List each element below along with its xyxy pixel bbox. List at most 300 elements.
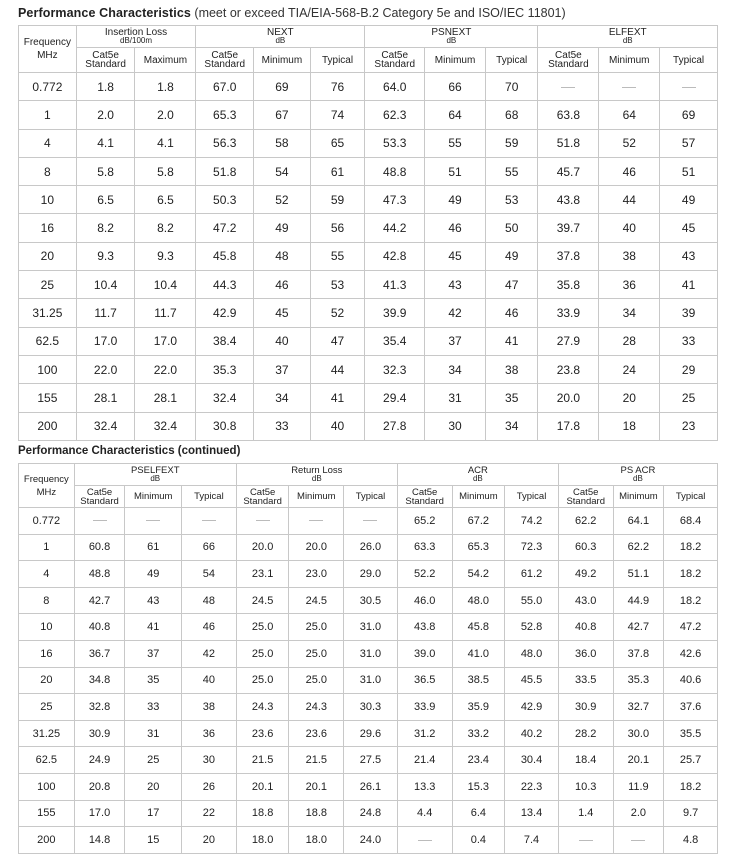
value-cell: 22.0 xyxy=(76,355,135,383)
value-cell: 33.2 xyxy=(452,720,505,747)
column-header: Minimum xyxy=(125,486,182,508)
column-header: Typical xyxy=(664,486,718,508)
group-header xyxy=(538,26,718,48)
value-cell: 35.9 xyxy=(452,694,505,721)
value-cell: 4.8 xyxy=(664,827,718,854)
value-cell: 2.0 xyxy=(135,101,196,129)
value-cell: 72.3 xyxy=(505,534,559,561)
value-cell: 40.2 xyxy=(505,720,559,747)
empty-dash xyxy=(363,520,377,521)
value-cell: 53 xyxy=(485,186,537,214)
value-cell: 28 xyxy=(599,327,660,355)
value-cell: 40 xyxy=(310,412,365,440)
group-header xyxy=(558,464,717,486)
table-row xyxy=(19,773,718,800)
value-cell: 27.9 xyxy=(538,327,599,355)
table-row xyxy=(19,800,718,827)
value-cell: 17.8 xyxy=(538,412,599,440)
frequency-header-line: Frequency xyxy=(23,473,69,485)
value-cell: 44 xyxy=(310,355,365,383)
group-header-unit: dB xyxy=(622,36,633,45)
value-cell: 35.3 xyxy=(196,355,254,383)
value-cell: 52 xyxy=(310,299,365,327)
table-row xyxy=(19,412,718,440)
column-header: Typical xyxy=(310,48,365,73)
empty-dash xyxy=(146,520,160,521)
column-header: Minimum xyxy=(425,48,486,73)
value-cell: 25.0 xyxy=(236,614,289,641)
value-cell: 43 xyxy=(125,587,182,614)
table-row xyxy=(19,214,718,242)
value-cell: 23.8 xyxy=(538,355,599,383)
value-cell: 18.8 xyxy=(236,800,289,827)
column-header-line: Cat5e xyxy=(381,50,409,61)
value-cell: 56.3 xyxy=(196,129,254,157)
value-cell: 25.0 xyxy=(236,640,289,667)
column-header-line: Cat5e xyxy=(249,486,276,498)
value-cell: 74.2 xyxy=(505,508,559,535)
value-cell: 65.3 xyxy=(196,101,254,129)
value-cell: 26.1 xyxy=(344,773,398,800)
column-header xyxy=(365,48,425,73)
value-cell: 45 xyxy=(425,242,486,270)
value-cell: 41 xyxy=(125,614,182,641)
group-header-unit: dB xyxy=(150,474,161,483)
value-cell: 25.0 xyxy=(289,667,344,694)
value-cell: 59 xyxy=(485,129,537,157)
frequency-cell: 0.772 xyxy=(19,508,75,535)
value-cell: 38 xyxy=(485,355,537,383)
value-cell: 31 xyxy=(125,720,182,747)
value-cell: 31.0 xyxy=(344,667,398,694)
value-cell: 23 xyxy=(660,412,718,440)
value-cell xyxy=(613,827,664,854)
frequency-cell: 100 xyxy=(19,773,75,800)
empty-dash xyxy=(93,520,107,521)
empty-dash xyxy=(682,87,696,88)
value-cell: 15 xyxy=(125,827,182,854)
value-cell: 48.0 xyxy=(505,640,559,667)
column-header-line: Standard xyxy=(85,59,126,70)
value-cell: 49.2 xyxy=(558,561,613,588)
table-row xyxy=(19,327,718,355)
value-cell: 54 xyxy=(254,157,311,185)
value-cell: 45.8 xyxy=(452,614,505,641)
value-cell: 28.1 xyxy=(76,384,135,412)
value-cell xyxy=(397,827,452,854)
group-header-name: Insertion Loss xyxy=(104,27,168,38)
value-cell: 54 xyxy=(182,561,237,588)
value-cell: 24.3 xyxy=(289,694,344,721)
value-cell: 33 xyxy=(660,327,718,355)
value-cell: 62.2 xyxy=(613,534,664,561)
frequency-cell: 155 xyxy=(19,800,75,827)
group-header-unit: dB xyxy=(446,36,457,45)
frequency-cell: 62.5 xyxy=(19,747,75,774)
frequency-cell: 16 xyxy=(19,640,75,667)
value-cell: 25 xyxy=(125,747,182,774)
value-cell: 64.1 xyxy=(613,508,664,535)
value-cell: 55 xyxy=(485,157,537,185)
value-cell: 45.8 xyxy=(196,242,254,270)
group-header-name: NEXT xyxy=(267,27,294,38)
value-cell: 61 xyxy=(310,157,365,185)
value-cell: 37.6 xyxy=(664,694,718,721)
value-cell: 33.9 xyxy=(397,694,452,721)
value-cell: 11.9 xyxy=(613,773,664,800)
column-header-line: Cat5e xyxy=(211,50,239,61)
value-cell: 41.3 xyxy=(365,271,425,299)
frequency-cell: 31.25 xyxy=(19,720,75,747)
value-cell: 49 xyxy=(254,214,311,242)
value-cell: 23.1 xyxy=(236,561,289,588)
value-cell: 53 xyxy=(310,271,365,299)
value-cell: 48 xyxy=(182,587,237,614)
column-header-line: Cat5e xyxy=(86,486,113,498)
value-cell: 67 xyxy=(254,101,311,129)
frequency-cell: 200 xyxy=(19,827,75,854)
value-cell: 5.8 xyxy=(135,157,196,185)
value-cell: 37 xyxy=(425,327,486,355)
group-header-name: ACR xyxy=(467,465,488,476)
value-cell: 34.8 xyxy=(74,667,125,694)
value-cell: 43 xyxy=(425,271,486,299)
column-header xyxy=(76,48,135,73)
value-cell: 20.0 xyxy=(538,384,599,412)
value-cell: 54.2 xyxy=(452,561,505,588)
value-cell: 25.7 xyxy=(664,747,718,774)
value-cell: 64 xyxy=(599,101,660,129)
value-cell: 34 xyxy=(254,384,311,412)
value-cell: 22.0 xyxy=(135,355,196,383)
value-cell: 34 xyxy=(425,355,486,383)
value-cell xyxy=(344,508,398,535)
value-cell: 38.5 xyxy=(452,667,505,694)
value-cell: 50 xyxy=(485,214,537,242)
value-cell: 51.8 xyxy=(196,157,254,185)
value-cell: 20.0 xyxy=(236,534,289,561)
value-cell: 7.4 xyxy=(505,827,559,854)
value-cell: 17.0 xyxy=(74,800,125,827)
frequency-header-line: MHz xyxy=(36,486,57,498)
value-cell: 42.7 xyxy=(74,587,125,614)
frequency-cell: 1 xyxy=(19,101,77,129)
value-cell: 62.3 xyxy=(365,101,425,129)
value-cell: 30.0 xyxy=(613,720,664,747)
value-cell: 26 xyxy=(182,773,237,800)
value-cell: 46 xyxy=(425,214,486,242)
table-row xyxy=(19,720,718,747)
value-cell: 9.3 xyxy=(135,242,196,270)
value-cell: 49 xyxy=(485,242,537,270)
table-row xyxy=(19,587,718,614)
frequency-cell: 25 xyxy=(19,694,75,721)
value-cell: 46 xyxy=(254,271,311,299)
value-cell: 18.8 xyxy=(289,800,344,827)
value-cell: 21.5 xyxy=(236,747,289,774)
value-cell: 36.5 xyxy=(397,667,452,694)
column-header: Minimum xyxy=(452,486,505,508)
value-cell: 23.4 xyxy=(452,747,505,774)
value-cell: 17.0 xyxy=(76,327,135,355)
value-cell: 55 xyxy=(425,129,486,157)
value-cell: 20.1 xyxy=(236,773,289,800)
value-cell: 63.8 xyxy=(538,101,599,129)
header-row-columns xyxy=(19,486,718,508)
value-cell: 41 xyxy=(310,384,365,412)
frequency-cell: 62.5 xyxy=(19,327,77,355)
table-row xyxy=(19,614,718,641)
value-cell: 20.8 xyxy=(74,773,125,800)
value-cell: 24.0 xyxy=(344,827,398,854)
value-cell: 1.8 xyxy=(76,73,135,101)
group-header-unit: dB xyxy=(472,474,483,483)
value-cell: 32.4 xyxy=(76,412,135,440)
value-cell: 30 xyxy=(182,747,237,774)
value-cell: 18.4 xyxy=(558,747,613,774)
value-cell: 66 xyxy=(182,534,237,561)
value-cell: 27.5 xyxy=(344,747,398,774)
column-header xyxy=(74,486,125,508)
frequency-header xyxy=(19,26,77,73)
value-cell: 56 xyxy=(310,214,365,242)
value-cell: 49 xyxy=(125,561,182,588)
value-cell: 60.8 xyxy=(74,534,125,561)
table-row xyxy=(19,157,718,185)
value-cell: 40.6 xyxy=(664,667,718,694)
value-cell: 31.2 xyxy=(397,720,452,747)
empty-dash xyxy=(579,840,593,841)
value-cell: 18.2 xyxy=(664,561,718,588)
value-cell: 35 xyxy=(485,384,537,412)
value-cell: 23.0 xyxy=(289,561,344,588)
value-cell: 39.0 xyxy=(397,640,452,667)
header-row-groups xyxy=(19,464,718,486)
value-cell: 29.0 xyxy=(344,561,398,588)
value-cell: 30.9 xyxy=(74,720,125,747)
table-row xyxy=(19,271,718,299)
value-cell: 32.7 xyxy=(613,694,664,721)
frequency-cell: 4 xyxy=(19,561,75,588)
value-cell: 65.2 xyxy=(397,508,452,535)
value-cell: 45.5 xyxy=(505,667,559,694)
value-cell: 38 xyxy=(182,694,237,721)
value-cell: 62.2 xyxy=(558,508,613,535)
value-cell: 33 xyxy=(254,412,311,440)
column-header: Minimum xyxy=(613,486,664,508)
value-cell: 10.4 xyxy=(135,271,196,299)
value-cell: 4.1 xyxy=(135,129,196,157)
column-header-line: Standard xyxy=(405,495,444,507)
value-cell: 43.8 xyxy=(397,614,452,641)
value-cell: 55 xyxy=(310,242,365,270)
column-header-line: Standard xyxy=(204,59,246,70)
value-cell: 30.8 xyxy=(196,412,254,440)
value-cell: 40 xyxy=(182,667,237,694)
value-cell: 24.8 xyxy=(344,800,398,827)
value-cell: 25 xyxy=(660,384,718,412)
value-cell: 20 xyxy=(599,384,660,412)
value-cell: 43.8 xyxy=(538,186,599,214)
value-cell: 55.0 xyxy=(505,587,559,614)
column-header-line: Standard xyxy=(243,495,282,507)
value-cell: 45.7 xyxy=(538,157,599,185)
value-cell: 34 xyxy=(485,412,537,440)
empty-dash xyxy=(202,520,216,521)
value-cell: 44.3 xyxy=(196,271,254,299)
value-cell: 70 xyxy=(485,73,537,101)
value-cell: 13.4 xyxy=(505,800,559,827)
column-header xyxy=(196,48,254,73)
value-cell xyxy=(599,73,660,101)
frequency-cell: 20 xyxy=(19,242,77,270)
value-cell: 6.5 xyxy=(135,186,196,214)
value-cell: 20.1 xyxy=(613,747,664,774)
value-cell: 20 xyxy=(125,773,182,800)
value-cell: 40 xyxy=(254,327,311,355)
value-cell: 50.3 xyxy=(196,186,254,214)
value-cell: 25.0 xyxy=(289,640,344,667)
value-cell: 40.8 xyxy=(74,614,125,641)
performance-table-continued xyxy=(18,463,718,854)
value-cell: 52.8 xyxy=(505,614,559,641)
value-cell: 74 xyxy=(310,101,365,129)
value-cell: 69 xyxy=(660,101,718,129)
value-cell: 30.9 xyxy=(558,694,613,721)
value-cell: 53.3 xyxy=(365,129,425,157)
value-cell: 32.8 xyxy=(74,694,125,721)
performance-table xyxy=(18,25,718,441)
value-cell: 30.5 xyxy=(344,587,398,614)
value-cell: 29 xyxy=(660,355,718,383)
table-row xyxy=(19,534,718,561)
value-cell: 25.0 xyxy=(289,614,344,641)
column-header: Typical xyxy=(485,48,537,73)
value-cell: 64 xyxy=(425,101,486,129)
value-cell: 37 xyxy=(254,355,311,383)
table-title xyxy=(18,6,566,20)
value-cell: 44 xyxy=(599,186,660,214)
column-header-line: Cat5e xyxy=(411,486,438,498)
value-cell: 68 xyxy=(485,101,537,129)
group-header-unit: dB/100m xyxy=(120,36,153,45)
header-row-groups xyxy=(19,26,718,48)
column-header-line: Standard xyxy=(548,59,589,70)
value-cell: 1.8 xyxy=(135,73,196,101)
value-cell: 36.0 xyxy=(558,640,613,667)
value-cell: 10.3 xyxy=(558,773,613,800)
value-cell: 60.3 xyxy=(558,534,613,561)
value-cell: 41 xyxy=(485,327,537,355)
table-row xyxy=(19,508,718,535)
value-cell: 32.3 xyxy=(365,355,425,383)
value-cell: 76 xyxy=(310,73,365,101)
value-cell: 35.5 xyxy=(664,720,718,747)
empty-dash xyxy=(256,520,270,521)
empty-dash xyxy=(309,520,323,521)
value-cell: 18.0 xyxy=(236,827,289,854)
value-cell: 43 xyxy=(660,242,718,270)
group-header-name: ELFEXT xyxy=(608,27,647,38)
value-cell: 24.3 xyxy=(236,694,289,721)
value-cell xyxy=(182,508,237,535)
value-cell: 38.4 xyxy=(196,327,254,355)
value-cell: 63.3 xyxy=(397,534,452,561)
table-row xyxy=(19,640,718,667)
value-cell: 48.8 xyxy=(365,157,425,185)
column-header xyxy=(236,486,289,508)
value-cell: 23.6 xyxy=(236,720,289,747)
table-title-main: Performance Characteristics xyxy=(18,6,191,20)
value-cell: 47.2 xyxy=(664,614,718,641)
value-cell: 20.0 xyxy=(289,534,344,561)
value-cell: 33.5 xyxy=(558,667,613,694)
table-row xyxy=(19,384,718,412)
value-cell: 29.4 xyxy=(365,384,425,412)
group-header xyxy=(397,464,558,486)
value-cell: 39 xyxy=(660,299,718,327)
group-header-name: PSNEXT xyxy=(431,27,472,38)
value-cell: 40.8 xyxy=(558,614,613,641)
value-cell: 6.4 xyxy=(452,800,505,827)
empty-dash xyxy=(418,840,432,841)
frequency-cell: 8 xyxy=(19,157,77,185)
frequency-cell: 20 xyxy=(19,667,75,694)
value-cell: 0.4 xyxy=(452,827,505,854)
group-header xyxy=(74,464,236,486)
value-cell: 64.0 xyxy=(365,73,425,101)
group-header-name: PSELFEXT xyxy=(130,465,180,476)
value-cell: 31.0 xyxy=(344,640,398,667)
value-cell: 42.9 xyxy=(196,299,254,327)
column-header: Minimum xyxy=(254,48,311,73)
value-cell: 48 xyxy=(254,242,311,270)
value-cell: 33.9 xyxy=(538,299,599,327)
frequency-cell: 155 xyxy=(19,384,77,412)
value-cell: 30.4 xyxy=(505,747,559,774)
value-cell: 4.1 xyxy=(76,129,135,157)
value-cell: 18.2 xyxy=(664,534,718,561)
value-cell: 8.2 xyxy=(76,214,135,242)
frequency-cell: 16 xyxy=(19,214,77,242)
group-header xyxy=(76,26,196,48)
value-cell xyxy=(236,508,289,535)
value-cell: 46 xyxy=(599,157,660,185)
value-cell: 18.2 xyxy=(664,587,718,614)
value-cell: 1.4 xyxy=(558,800,613,827)
value-cell: 38 xyxy=(599,242,660,270)
value-cell: 51 xyxy=(425,157,486,185)
column-header: Minimum xyxy=(289,486,344,508)
value-cell: 2.0 xyxy=(613,800,664,827)
frequency-cell: 10 xyxy=(19,614,75,641)
frequency-header-line: MHz xyxy=(37,50,58,61)
value-cell: 4.4 xyxy=(397,800,452,827)
value-cell: 10.4 xyxy=(76,271,135,299)
value-cell: 20.1 xyxy=(289,773,344,800)
value-cell: 20 xyxy=(182,827,237,854)
value-cell: 36 xyxy=(599,271,660,299)
column-header xyxy=(538,48,599,73)
value-cell: 28.2 xyxy=(558,720,613,747)
value-cell: 49 xyxy=(660,186,718,214)
value-cell: 15.3 xyxy=(452,773,505,800)
value-cell xyxy=(289,508,344,535)
value-cell: 8.2 xyxy=(135,214,196,242)
group-header-unit: dB xyxy=(275,36,286,45)
value-cell: 22.3 xyxy=(505,773,559,800)
value-cell: 33 xyxy=(125,694,182,721)
